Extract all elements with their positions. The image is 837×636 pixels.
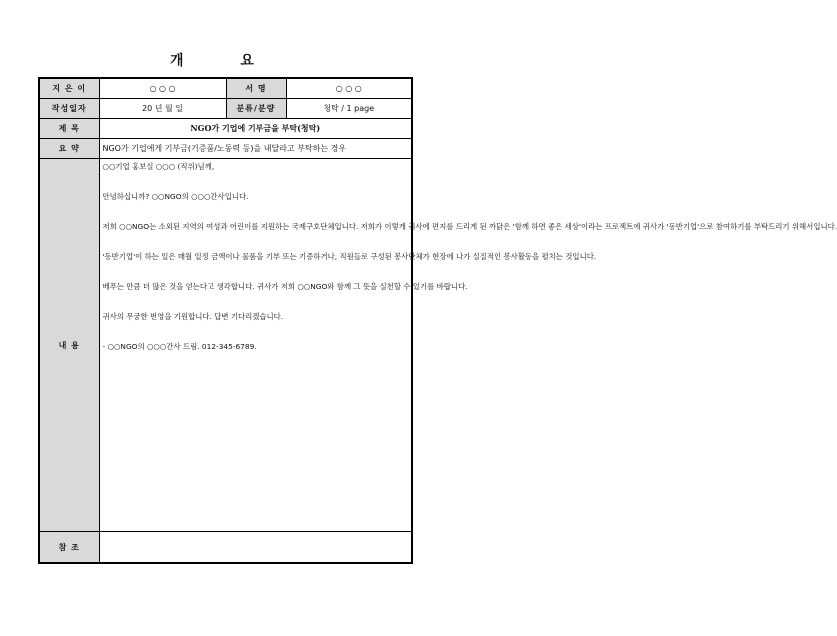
row-subject (39, 119, 412, 139)
content-paragraph: ○○기업 홍보실 ○○○ (직위)님께, (102, 162, 215, 171)
category-label: 분류/분량 (226, 99, 286, 119)
summary-value: NGO가 기업에게 기부금(기증품/노동력 등)을 내달라고 부탁하는 경우 (99, 139, 412, 159)
signature-value: ○ ○ ○ (286, 78, 412, 99)
content-paragraph: - ○○NGO의 ○○○간사 드림. 012-345-6789. (102, 342, 257, 351)
summary-label: 요 약 (39, 139, 99, 159)
row-summary (39, 139, 412, 159)
subject-value: NGO가 기업에 기부금을 부탁(청탁) (99, 119, 412, 139)
row-date (39, 99, 412, 119)
content-paragraph: '동반기업'이 하는 일은 매월 일정 금액이나 물품을 기부 또는 기증하거나, 직원들로 구성된 봉사단체가 현장에 나가 실질적인 봉사활동을 펼치는 것입니다. (102, 252, 597, 261)
date-label: 작성일자 (39, 99, 99, 119)
content-paragraph: 저희 ○○NGO는 소외된 지역의 여성과 어린이를 지원하는 국제구호단체입니다. 저희가 이렇게 귀사에 편지를 드리게 된 까닭은 '함께 하면 좋은 세상'이라는 프로젝트에 귀사가 '동반기업'으로 참여하기를 부탁드리기 위해서입니다. (102, 222, 837, 231)
signature-label: 서 명 (226, 78, 286, 99)
content-paragraph: 귀사의 무궁한 번영을 기원합니다. 답변 기다리겠습니다. (102, 312, 284, 321)
content-paragraph: 안녕하십니까? ○○NGO의 ○○○간사입니다. (102, 192, 249, 201)
page-title: 개 요 (170, 53, 280, 69)
summary-form-table (38, 77, 837, 564)
reference-label: 참 조 (39, 532, 99, 564)
author-value: ○ ○ ○ (99, 78, 226, 99)
content-body (99, 159, 837, 532)
subject-label: 제 목 (39, 119, 99, 139)
content-label: 내 용 (39, 159, 99, 532)
row-author (39, 78, 412, 99)
author-label: 지 은 이 (39, 78, 99, 99)
category-value: 청탁 / 1 page (286, 99, 412, 119)
reference-value (99, 532, 412, 564)
date-value: 20 년 월 일 (99, 99, 226, 119)
row-reference (39, 532, 412, 564)
content-paragraph: 베푸는 만큼 더 많은 것을 얻는다고 생각합니다. 귀사가 저희 ○○NGO와 함께 그 뜻을 실천할 수 있기를 바랍니다. (102, 282, 468, 291)
row-content (39, 159, 412, 532)
